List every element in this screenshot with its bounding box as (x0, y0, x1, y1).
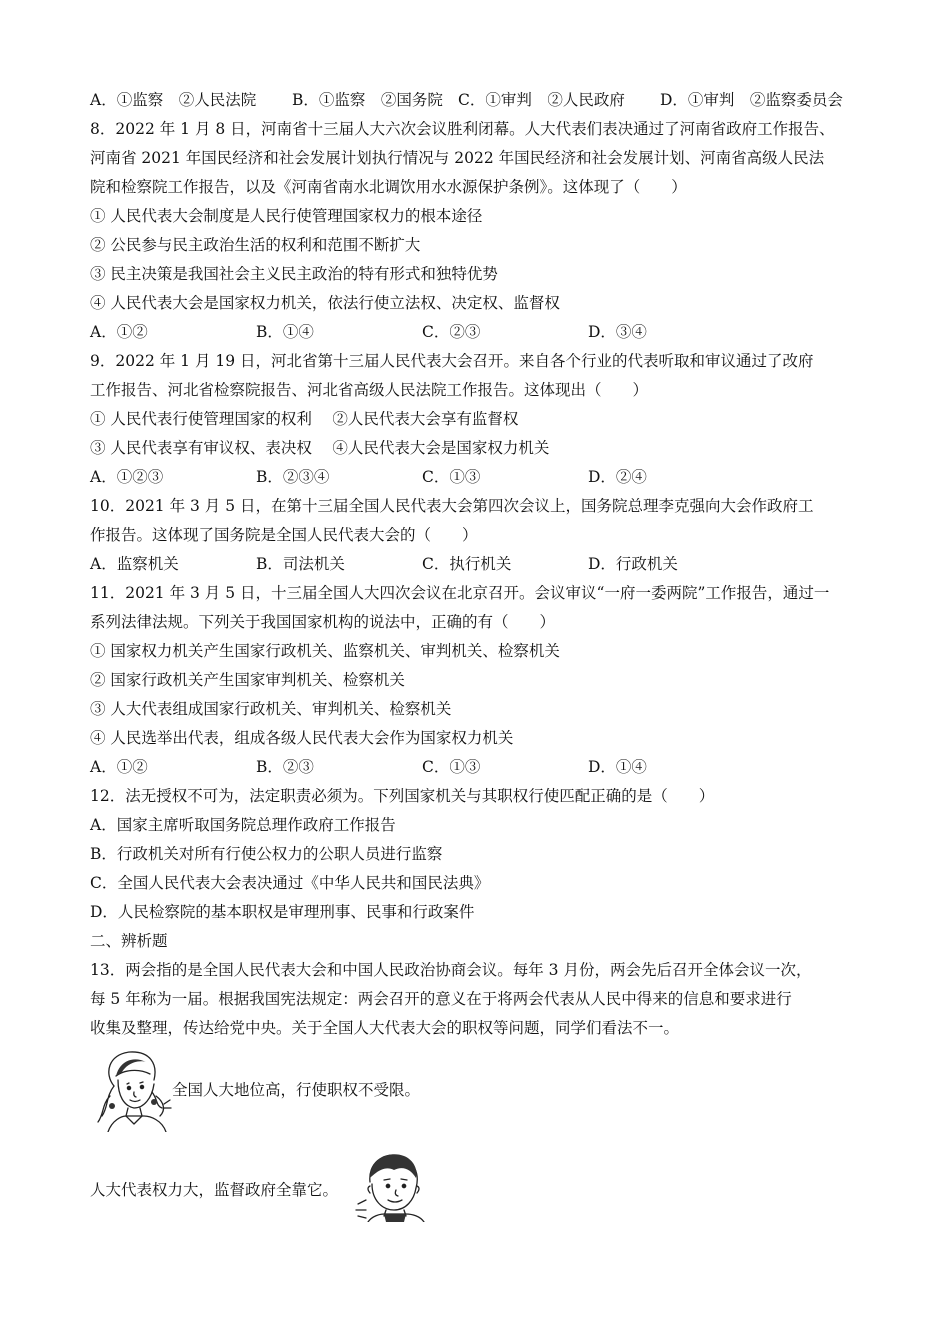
q8-option-c: C．②③ (422, 323, 481, 341)
q8-stem-line-1: 8．2022 年 1 月 8 日，河南省十三届人大六次会议胜利闭幕。人大代表们表决通过了河南省政府工作报告、 (90, 120, 835, 138)
q12-stem: 12．法无授权不可为，法定职责必须为。下列国家机关与其职权行使匹配正确的是（ ） (90, 787, 715, 805)
q10-option-b: B．司法机关 (256, 555, 345, 573)
q9-stem-line-2: 工作报告、河北省检察院报告、河北省高级人民法院工作报告。这体现出（ ） (90, 381, 649, 399)
q8-stem-line-2: 河南省 2021 年国民经济和社会发展计划执行情况与 2022 年国民经济和社会发展计划、河南省高级人民法 (90, 149, 825, 167)
q13-stem-line-3: 收集及整理，传达给党中央。关于全国人大代表大会的职权等问题，同学们看法不一。 (90, 1019, 680, 1037)
q9-item-2: ③ 人民代表享有审议权、表决权 ④人民代表大会是国家权力机关 (90, 439, 550, 457)
boy-speech: 人大代表权力大，监督政府全靠它。 (90, 1181, 339, 1199)
q11-option-d: D．①④ (588, 758, 647, 776)
q9-stem-line-1: 9．2022 年 1 月 19 日，河北省第十三届人民代表大会召开。来自各个行业的代表听取和审议通过了改府 (90, 352, 814, 370)
q9-option-d: D．②④ (588, 468, 647, 486)
girl-icon (94, 1046, 172, 1132)
q8-item-3: ③ 民主决策是我国社会主义民主政治的特有形式和独特优势 (90, 265, 498, 283)
q7-option-d: D．①审判 ②监察委员会 (660, 91, 843, 109)
q7-option-a: A．①监察 ②人民法院 (90, 91, 257, 109)
q11-option-a: A．①② (90, 758, 148, 776)
q9-option-c: C．①③ (422, 468, 481, 486)
q12-choice-d: D．人民检察院的基本职权是审理刑事、民事和行政案件 (90, 903, 475, 921)
girl-speech: 全国人大地位高，行使职权不受限。 (172, 1081, 421, 1099)
q8-item-2: ② 公民参与民主政治生活的权利和范围不断扩大 (90, 236, 421, 254)
boy-illustration (348, 1148, 432, 1222)
q10-option-c: C．执行机关 (422, 555, 512, 573)
q10-stem-line-1: 10．2021 年 3 月 5 日，在第十三届全国人民代表大会第四次会议上，国务院总理李克强向大会作政府工 (90, 497, 814, 515)
q9-option-b: B．②③④ (256, 468, 330, 486)
q9-option-a: A．①②③ (90, 468, 164, 486)
q8-option-d: D．③④ (588, 323, 647, 341)
q11-stem-line-1: 11．2021 年 3 月 5 日，十三届全国人大四次会议在北京召开。会议审议“一府一委两院”工作报告，通过一 (90, 584, 830, 602)
section-title: 二、辨析题 (90, 932, 168, 950)
q10-stem-line-2: 作报告。这体现了国务院是全国人民代表大会的（ ） (90, 526, 478, 544)
q11-item-1: ① 国家权力机关产生国家行政机关、监察机关、审判机关、检察机关 (90, 642, 560, 660)
q10-option-a: A．监察机关 (90, 555, 179, 573)
q11-item-4: ④ 人民选举出代表，组成各级人民代表大会作为国家权力机关 (90, 729, 514, 747)
q8-option-b: B．①④ (256, 323, 314, 341)
q12-choice-c: C．全国人民代表大会表决通过《中华人民共和国民法典》 (90, 874, 490, 892)
q13-stem-line-2: 每 5 年称为一届。根据我国宪法规定：两会召开的意义在于将两会代表从人民中得来的信息和要求进行 (90, 990, 792, 1008)
boy-icon (348, 1148, 432, 1222)
q8-item-4: ④ 人民代表大会是国家权力机关，依法行使立法权、决定权、监督权 (90, 294, 560, 312)
q11-item-3: ③ 人大代表组成国家行政机关、审判机关、检察机关 (90, 700, 452, 718)
q13-stem-line-1: 13．两会指的是全国人民代表大会和中国人民政治协商会议。每年 3 月份，两会先后召开全体会议一次， (90, 961, 812, 979)
q8-option-a: A．①② (90, 323, 148, 341)
q9-item-1: ① 人民代表行使管理国家的权利 ②人民代表大会享有监督权 (90, 410, 519, 428)
q12-choice-b: B．行政机关对所有行使公权力的公职人员进行监察 (90, 845, 443, 863)
q8-item-1: ① 人民代表大会制度是人民行使管理国家权力的根本途径 (90, 207, 483, 225)
q7-option-b: B．①监察 ②国务院 (292, 91, 443, 109)
q12-choice-a: A．国家主席听取国务院总理作政府工作报告 (90, 816, 396, 834)
q11-option-b: B．②③ (256, 758, 314, 776)
q11-option-c: C．①③ (422, 758, 481, 776)
girl-illustration (94, 1046, 172, 1132)
q11-stem-line-2: 系列法律法规。下列关于我国国家机构的说法中，正确的有（ ） (90, 613, 556, 631)
q8-stem-line-3: 院和检察院工作报告，以及《河南省南水北调饮用水水源保护条例》。这体现了（ ） (90, 178, 687, 196)
q7-option-c: C．①审判 ②人民政府 (458, 91, 625, 109)
q11-item-2: ② 国家行政机关产生国家审判机关、检察机关 (90, 671, 405, 689)
q10-option-d: D．行政机关 (588, 555, 678, 573)
